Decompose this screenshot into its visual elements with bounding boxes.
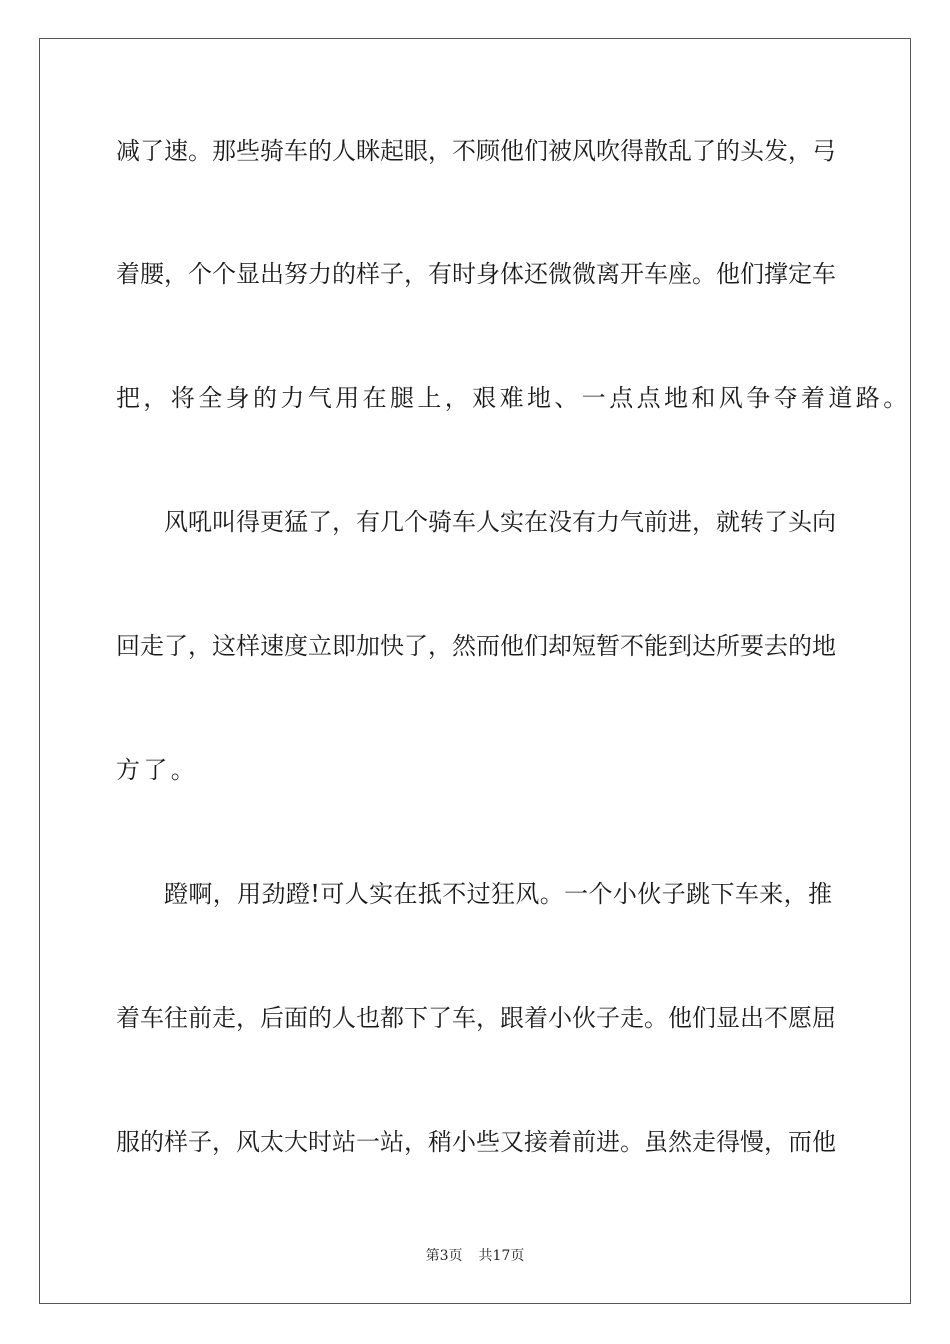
text-line: 把，将全身的力气用在腿上，艰难地、一点点地和风争夺着道路。 bbox=[116, 384, 911, 412]
text-line: 减了速。那些骑车的人眯起眼，不顾他们被风吹得散乱了的头发，弓 bbox=[116, 137, 836, 165]
text-line: 着车往前走，后面的人也都下了车，跟着小伙子走。他们显出不愿屈 bbox=[116, 1004, 836, 1032]
text-line-indented: 蹬啊，用劲蹬!可人实在抵不过狂风。一个小伙子跳下车来，推 bbox=[164, 880, 832, 908]
page-footer bbox=[0, 1246, 950, 1266]
page-total: 共17页 bbox=[478, 1248, 525, 1264]
text-line: 服的样子，风太大时站一站，稍小些又接着前进。虽然走得慢，而他 bbox=[116, 1128, 836, 1156]
text-line: 方了。 bbox=[116, 756, 199, 784]
text-line: 着腰，个个显出努力的样子，有时身体还微微离开车座。他们撑定车 bbox=[116, 260, 836, 288]
text-line-indented: 风吼叫得更猛了，有几个骑车人实在没有力气前进，就转了头向 bbox=[164, 508, 836, 536]
page-border bbox=[39, 38, 911, 1304]
page-number: 第3页 bbox=[425, 1248, 463, 1264]
text-line: 回走了，这样速度立即加快了，然而他们却短暂不能到达所要去的地 bbox=[116, 632, 836, 660]
